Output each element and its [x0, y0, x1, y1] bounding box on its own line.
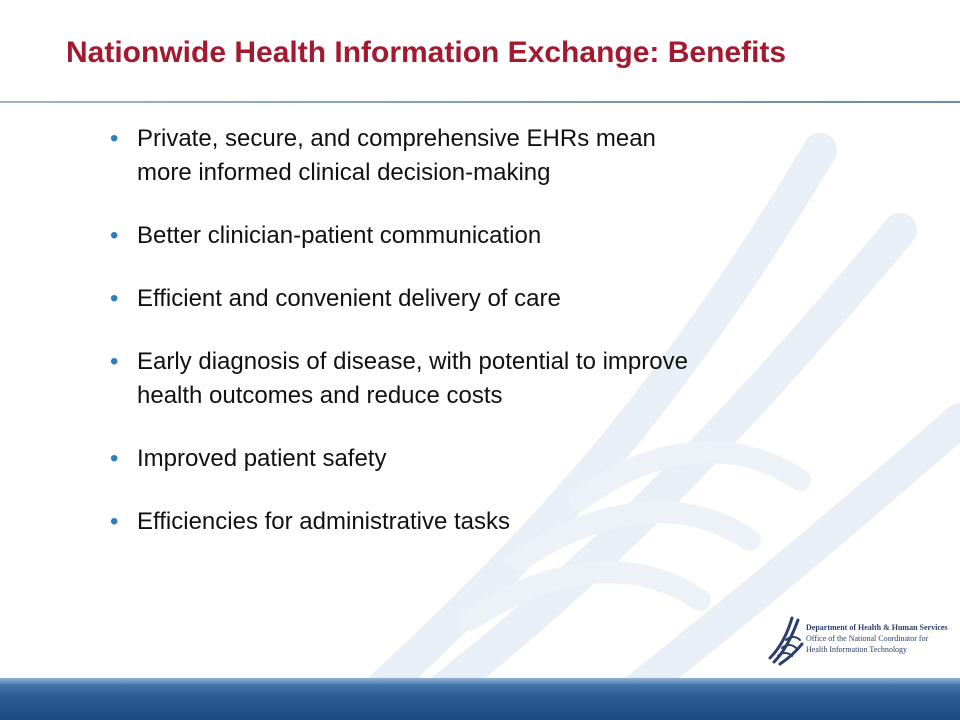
hhs-eagle-icon — [766, 614, 806, 668]
logo-office-2: Health Information Technology — [806, 645, 908, 654]
bullet-text-line: Private, secure, and comprehensive EHRs mean — [137, 125, 656, 152]
title-divider — [0, 101, 960, 103]
list-item — [110, 282, 910, 316]
bullet-icon: • — [110, 285, 119, 312]
logo-office: Office of the National Coordinator for — [806, 634, 929, 643]
list-item — [110, 219, 910, 253]
bullet-icon: • — [110, 348, 119, 375]
logo-text — [806, 622, 948, 655]
bullet-text-line: health outcomes and reduce costs — [137, 382, 503, 409]
bullet-text-line: Efficiencies for administrative tasks — [137, 508, 511, 535]
hhs-logo — [766, 614, 948, 668]
bullet-icon: • — [110, 125, 119, 152]
bullet-text-line: Improved patient safety — [137, 445, 387, 472]
bullet-list — [110, 122, 910, 568]
list-item — [110, 505, 910, 539]
list-item — [110, 442, 910, 476]
bullet-icon: • — [110, 508, 119, 535]
bullet-text-line: Better clinician-patient communication — [137, 222, 542, 249]
bullet-icon: • — [110, 222, 119, 249]
bullet-text-line: more informed clinical decision-making — [137, 159, 551, 186]
bullet-text-line: Efficient and convenient delivery of care — [137, 285, 561, 312]
list-item — [110, 122, 910, 190]
bullet-text-line: Early diagnosis of disease, with potential to improve — [137, 348, 688, 375]
slide-title: Nationwide Health Information Exchange: Benefits — [66, 36, 787, 69]
logo-department: Department of Health & Human Services — [806, 623, 948, 632]
bullet-icon: • — [110, 445, 119, 472]
footer-bar — [0, 678, 960, 720]
list-item — [110, 345, 910, 413]
